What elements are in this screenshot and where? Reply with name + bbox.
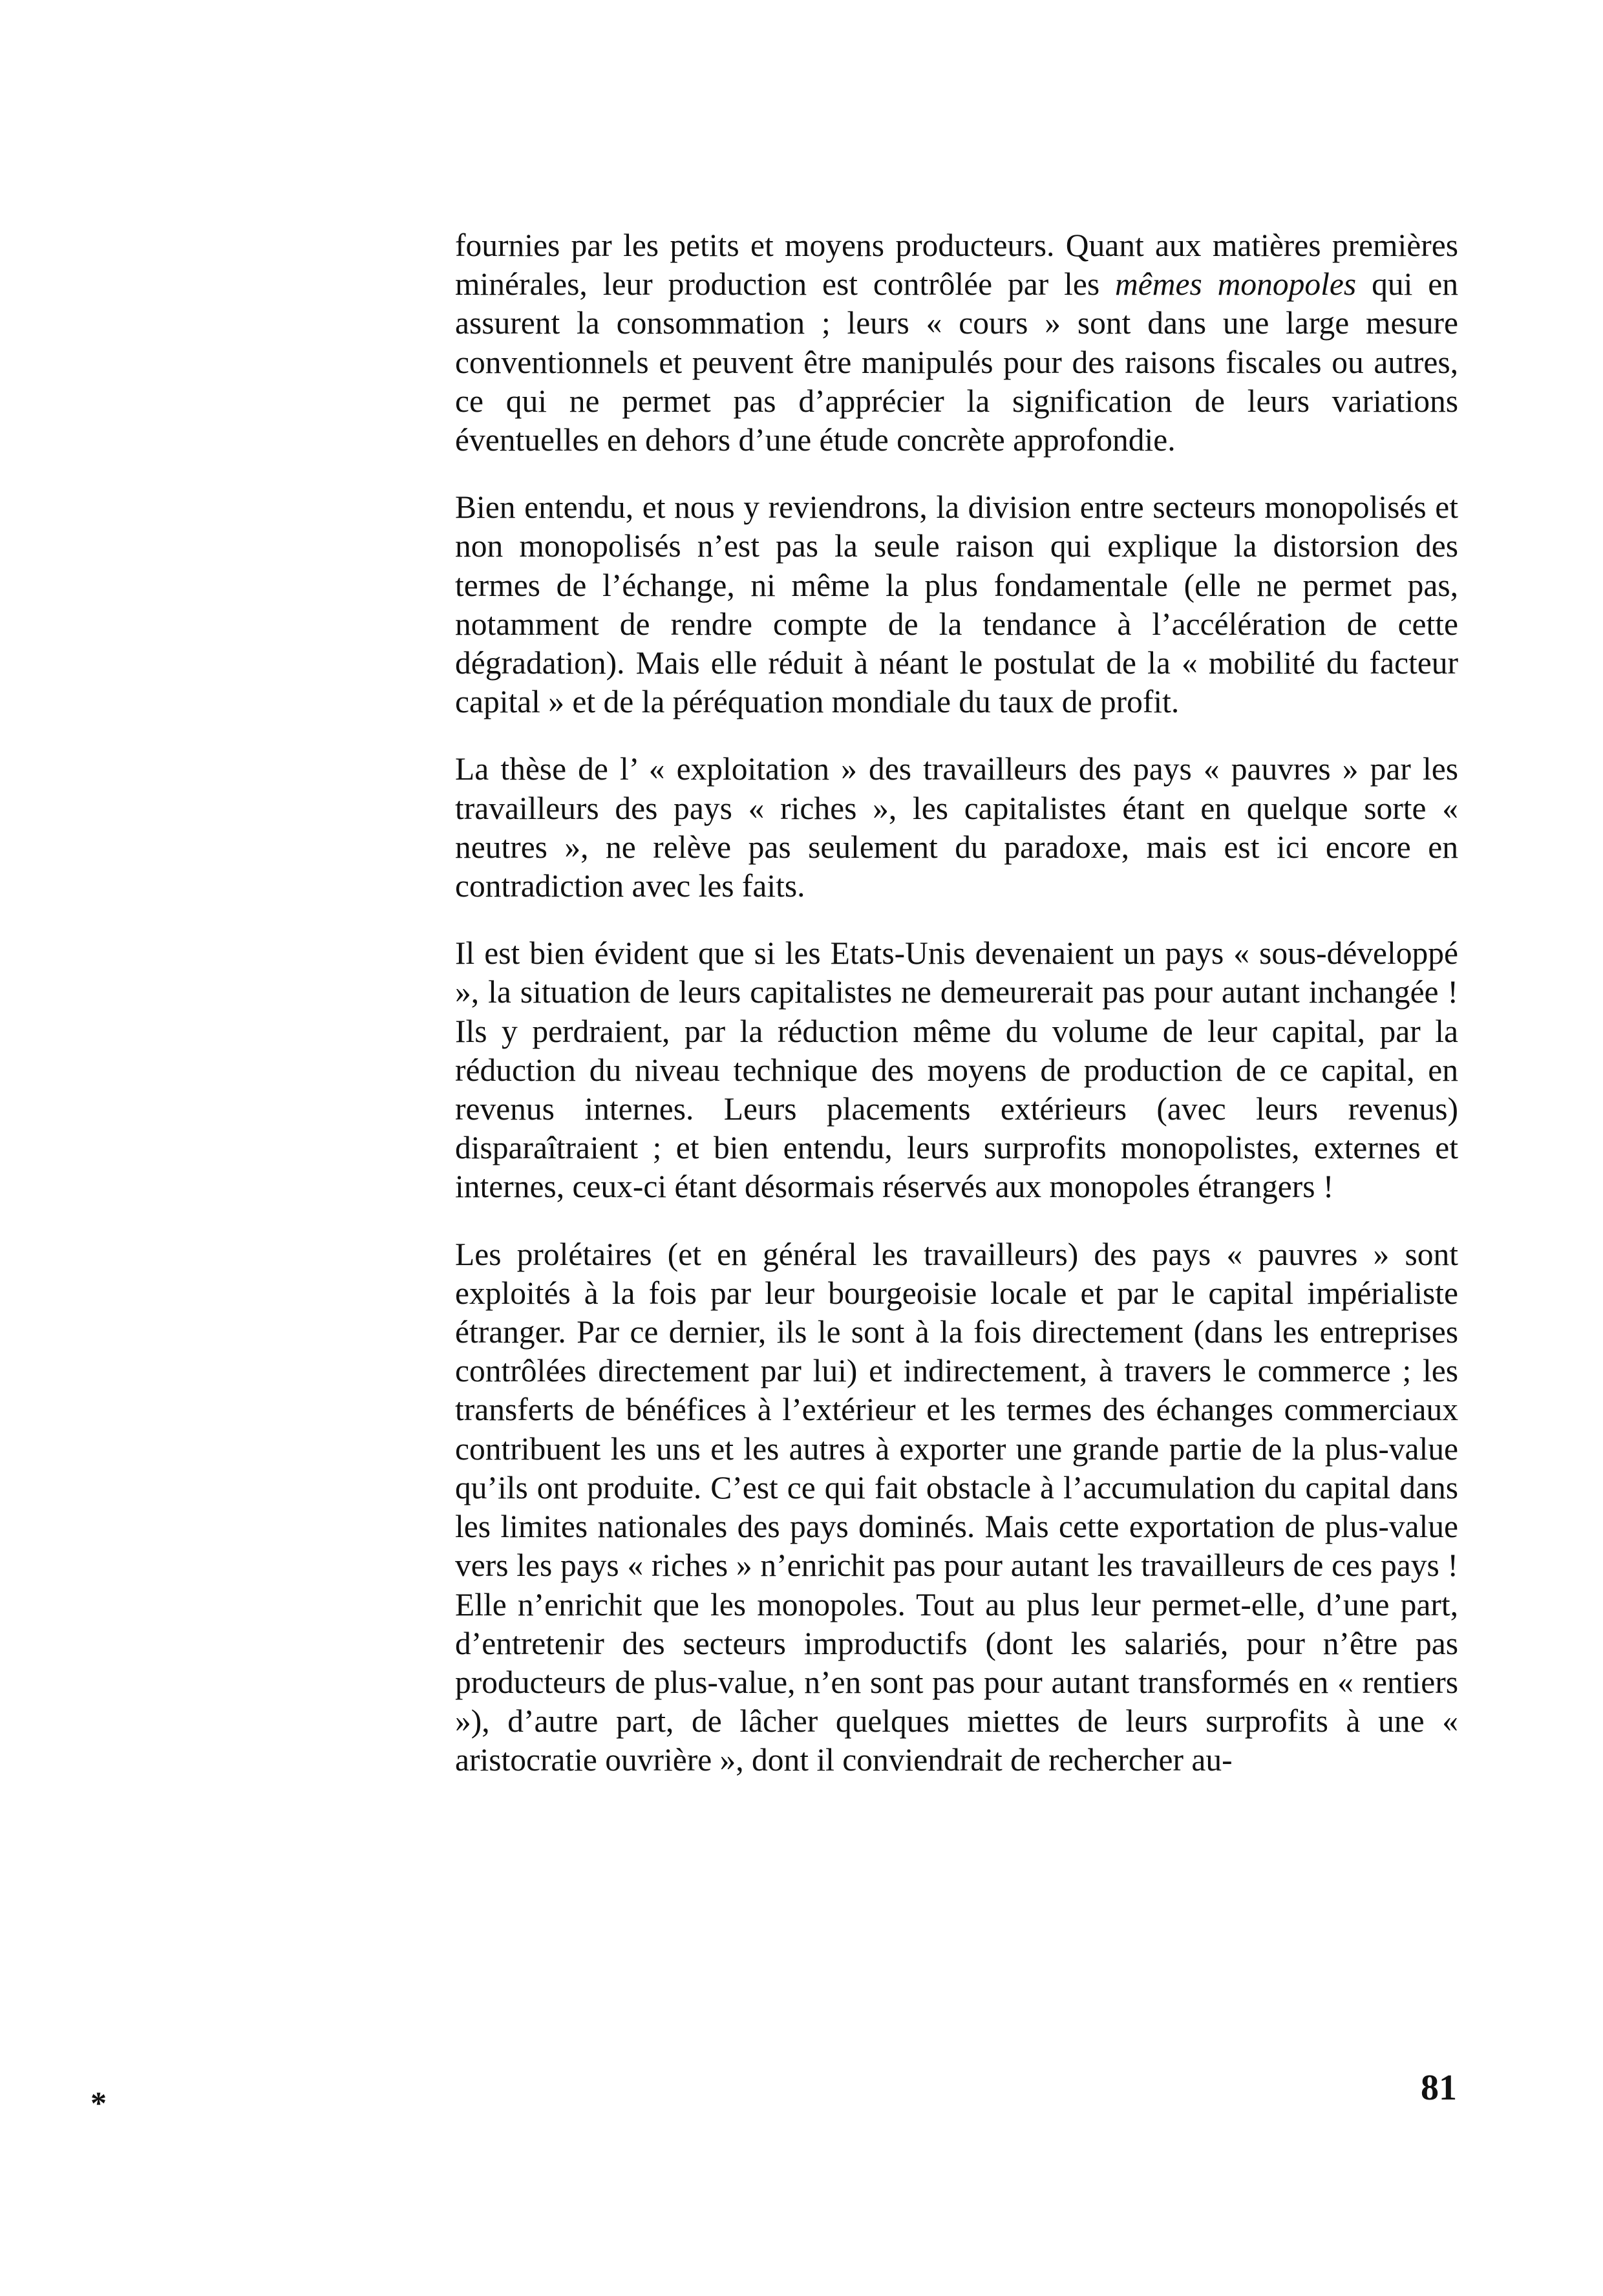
emphasis-memes-monopoles: mêmes monopoles	[1115, 266, 1357, 303]
body-text	[455, 226, 1458, 1809]
paragraph-2: Bien entendu, et nous y reviendrons, la division entre secteurs monopolisés et non monopolisés n’est pas la seule raison qui explique la distorsion des termes de l’échange, ni même la plus fondamentale (elle ne permet pas, notamment de rendre compte de la tendance à l’accélération de cette dégradation). Mais elle réduit à néant le postulat de la « mobilité du facteur capital » et de la péréquation mondiale du taux de profit.	[455, 489, 1458, 720]
paragraph-1	[455, 226, 1458, 460]
paragraph-1-part-1: fournies par les petits et moyens producteurs. Quant aux matières premières minérales, leur production est contrôlée par les	[455, 228, 1458, 303]
page-number: 81	[1421, 2068, 1457, 2108]
footer-star-mark: *	[90, 2085, 107, 2121]
paragraph-1-part-2: qui en assurent la consommation ; leurs « cours » sont dans une large mesure conventionnels et peuvent être manipulés pour des raisons fiscales ou autres, ce qui ne permet pas d’apprécier la signification de leurs variations éventuelles en dehors d’une étude concrète approfondie.	[455, 266, 1459, 458]
paragraph-4: Il est bien évident que si les Etats-Unis devenaient un pays « sous-développé », la situation de leurs capitalistes ne demeurerait pas pour autant inchangée ! Ils y perdraient, par la réduction même du volume de leur capital, par la réduction du niveau technique des moyens de production de ce capital, en revenus internes. Leurs placements extérieurs (avec leurs revenus) disparaîtraient ; et bien entendu, leurs surprofits monopolistes, externes et internes, ceux-ci étant désormais réservés aux monopoles étrangers !	[455, 935, 1458, 1205]
paragraph-3: La thèse de l’ « exploitation » des travailleurs des pays « pauvres » par les travailleurs des pays « riches », les capitalistes étant en quelque sorte « neutres », ne relève pas seulement du paradoxe, mais est ici encore en contradiction avec les faits.	[455, 751, 1458, 904]
paragraph-5: Les prolétaires (et en général les travailleurs) des pays « pauvres » sont exploités à la fois par leur bourgeoisie locale et par le capital impérialiste étranger. Par ce dernier, ils le sont à la fois directement (dans les entreprises contrôlées directement par lui) et indirectement, à travers le commerce ; les transferts de bénéfices à l’extérieur et les termes des échanges commerciaux contribuent les uns et les autres à exporter une grande partie de la plus-value qu’ils ont produite. C’est ce qui fait obstacle à l’accumulation du capital dans les limites nationales des pays dominés. Mais cette exportation de plus-value vers les pays « riches » n’enrichit pas pour autant les travailleurs de ces pays ! Elle n’enrichit que les monopoles. Tout au plus leur permet-elle, d’une part, d’entretenir des secteurs improductifs (dont les salariés, pour n’être pas producteurs de plus-value, n’en sont pas pour autant transformés en « rentiers »), d’autre part, de lâcher quelques miettes de leurs surprofits à une « aristocratie ouvrière », dont il conviendrait de rechercher au-	[455, 1236, 1458, 1778]
